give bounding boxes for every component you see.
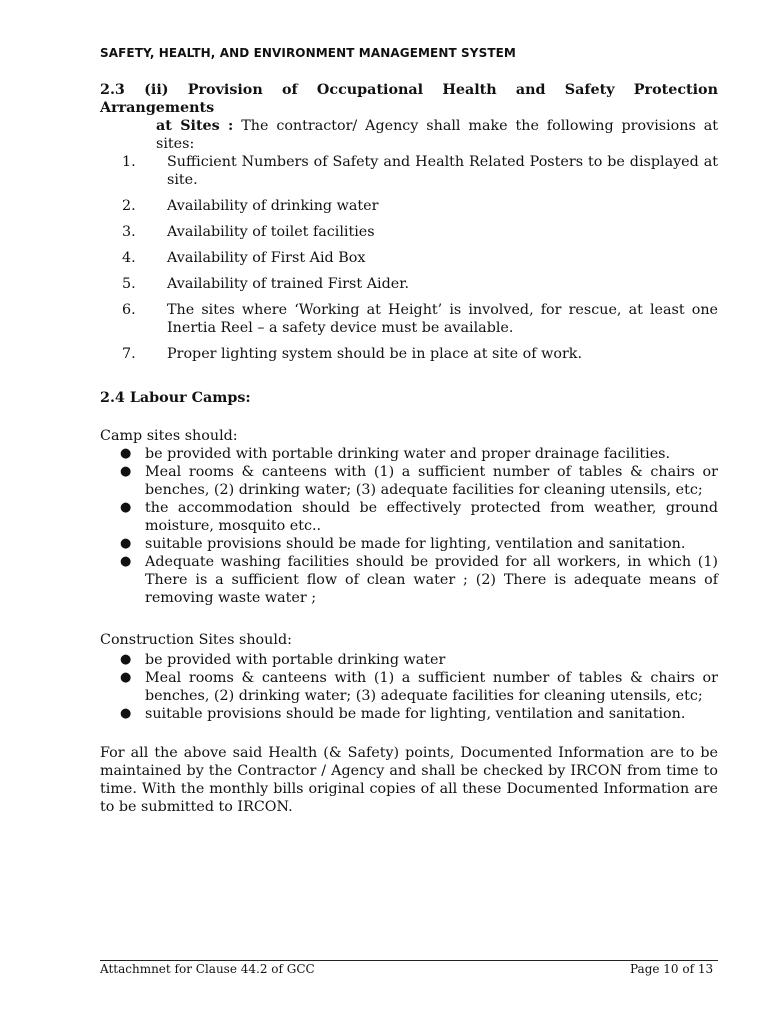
list-item: [100, 275, 718, 293]
list-item: [100, 223, 718, 241]
bullet-icon: ●: [120, 670, 132, 685]
item-text: be provided with portable drinking water and proper drainage facilities.: [145, 446, 671, 462]
list-item: [100, 499, 718, 535]
bullet-icon: ●: [120, 554, 132, 569]
provisions-list: [100, 153, 718, 371]
list-item: [100, 445, 718, 463]
bullet-icon: ●: [120, 500, 132, 515]
section-2-3-intro: [100, 117, 718, 153]
list-item: [100, 301, 718, 337]
section-2-4-heading: 2.4 Labour Camps:: [100, 390, 251, 406]
at-sites-text: The contractor/ Agency shall make the following provisions at sites:: [156, 118, 718, 152]
item-text: Availability of First Aid Box: [167, 250, 366, 266]
construction-sites-intro: Construction Sites should:: [100, 632, 292, 648]
bullet-icon: ●: [120, 706, 132, 721]
list-item: [100, 153, 718, 189]
list-item: [100, 197, 718, 215]
list-item: [100, 553, 718, 607]
item-text: suitable provisions should be made for lighting, ventilation and sanitation.: [145, 706, 686, 722]
running-header: SAFETY, HEALTH, AND ENVIRONMENT MANAGEMENT SYSTEM: [100, 46, 516, 60]
item-text: Sufficient Numbers of Safety and Health Related Posters to be displayed at site.: [167, 154, 718, 188]
item-text: The sites where ‘Working at Height’ is involved, for rescue, at least one Inertia Reel – a safety device must be available.: [167, 302, 718, 336]
item-text: Adequate washing facilities should be provided for all workers, in which (1) There is a sufficient flow of clean water ; (2) There is adequate means of removing waste water ;: [145, 554, 718, 606]
item-text: Availability of drinking water: [167, 198, 379, 214]
item-number: 5.: [122, 276, 136, 292]
camp-sites-list: [100, 445, 718, 607]
item-number: 4.: [122, 250, 136, 266]
item-number: 1.: [122, 154, 136, 170]
construction-sites-list: [100, 651, 718, 723]
item-text: Meal rooms & canteens with (1) a sufficient number of tables & chairs or benches, (2) drinking water; (3) adequate facilities for cleaning utensils, etc;: [145, 670, 718, 704]
item-number: 7.: [122, 346, 136, 362]
closing-paragraph: For all the above said Health (& Safety) points, Documented Information are to be maintained by the Contractor / Agency and shall be checked by IRCON from time to time. With the monthly bills original copies of all these Documented Information are to be submitted to IRCON.: [100, 745, 718, 815]
section-2-3-heading: [100, 81, 718, 153]
bullet-icon: ●: [120, 652, 132, 667]
bullet-icon: ●: [120, 464, 132, 479]
list-item: [100, 463, 718, 499]
item-number: 2.: [122, 198, 136, 214]
item-text: Proper lighting system should be in place at site of work.: [167, 346, 583, 362]
footer-divider: [100, 960, 718, 961]
item-text: be provided with portable drinking water: [145, 652, 446, 668]
item-text: Availability of toilet facilities: [167, 224, 375, 240]
item-text: the accommodation should be effectively protected from weather, ground moisture, mosquito etc..: [145, 500, 718, 534]
page-number: Page 10 of 13: [630, 962, 714, 976]
item-number: 3.: [122, 224, 136, 240]
footer-attachment-label: Attachmnet for Clause 44.2 of GCC: [100, 962, 315, 976]
item-text: suitable provisions should be made for lighting, ventilation and sanitation.: [145, 536, 686, 552]
bullet-icon: ●: [120, 536, 132, 551]
list-item: [100, 651, 718, 669]
list-item: [100, 669, 718, 705]
section-2-3-title: 2.3 (ii) Provision of Occupational Health and Safety Protection Arrangements: [100, 82, 718, 116]
bullet-icon: ●: [120, 446, 132, 461]
list-item: [100, 705, 718, 723]
list-item: [100, 345, 718, 363]
list-item: [100, 535, 718, 553]
camp-sites-intro: Camp sites should:: [100, 428, 238, 444]
at-sites-label: at Sites :: [156, 118, 234, 134]
item-number: 6.: [122, 302, 136, 318]
item-text: Availability of trained First Aider.: [167, 276, 410, 292]
list-item: [100, 249, 718, 267]
item-text: Meal rooms & canteens with (1) a sufficient number of tables & chairs or benches, (2) drinking water; (3) adequate facilities for cleaning utensils, etc;: [145, 464, 718, 498]
